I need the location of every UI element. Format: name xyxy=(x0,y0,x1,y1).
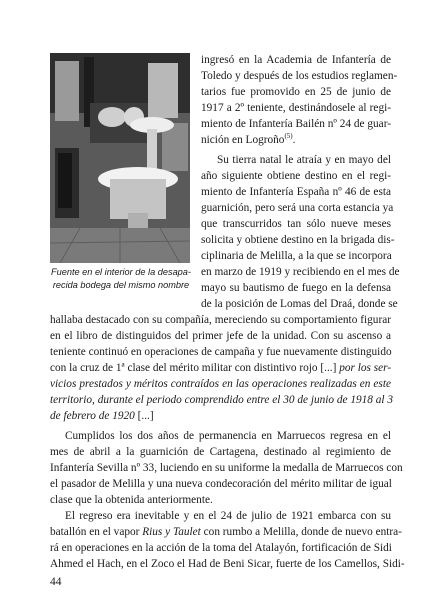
quote-fragment: de febrero de 1920 xyxy=(50,410,135,422)
text-line: 1917 a 2º teniente, destinándosele al regi- xyxy=(201,102,391,114)
text-line: ingresó en la Academia de Infantería de xyxy=(201,54,391,66)
text-line: año siguiente obtiene destino en el regi- xyxy=(201,170,391,182)
paragraph-lead-line: El regreso era inevitable y en el 24 de julio de 1921 embarca con su xyxy=(65,510,391,522)
fountain-image xyxy=(50,53,190,263)
quote-line-end xyxy=(50,408,391,424)
text-line: el pasador de Melilla y una nueva condecoración del mérito militar de igual xyxy=(50,478,392,490)
text-line: tarios fue promovido en 25 de junio de xyxy=(201,86,391,98)
text-fragment: con rumbo a Melilla, donde de nuevo entra- xyxy=(203,526,402,538)
text-line: mes de abril a la guarnición de Cartagena, destinado al regimiento de xyxy=(50,446,391,458)
text-line: mayo su bautismo de fuego en la defensa xyxy=(201,282,391,294)
text-line-ship xyxy=(50,524,402,540)
text-line: teniente continuó en operaciones de campaña y fue nuevamente distinguido xyxy=(50,346,392,358)
text-line-quote-start xyxy=(50,360,391,376)
text-line: Infantería Sevilla nº 33, luciendo en su uniforme la medalla de Marruecos con xyxy=(50,462,403,474)
quote-line: vicios prestados y méritos contraídos en las operaciones realizadas en este xyxy=(50,378,391,390)
page-number: 44 xyxy=(50,576,62,588)
text-line: solicita y obtiene destino en la brigada dis- xyxy=(201,234,395,246)
text-line: en el libro de distinguidos del primer jefe de la unidad. Con su ascenso a xyxy=(50,330,391,342)
fountain-photo xyxy=(50,53,190,263)
photo-caption xyxy=(46,266,196,291)
quote-line: territorio, durante el periodo comprendido entre el 30 de junio de 1918 al 3 xyxy=(50,394,394,406)
caption-line-1: Fuente en el interior de la desapa- xyxy=(51,267,191,277)
text-line: rá en operaciones en la acción de la toma del Atalayón, fortificación de Sidi xyxy=(50,542,392,554)
quote-ellipsis: [...] xyxy=(137,410,154,422)
text-line: Toledo y después de los estudios reglamen- xyxy=(201,70,398,82)
text-line: de la posición de Lomas del Draá, donde se xyxy=(201,298,398,310)
text-fragment: batallón en el vapor xyxy=(50,526,140,538)
text-fragment: con la cruz de 1ª clase del mérito militar con distintivo rojo [...] xyxy=(50,362,337,374)
text-line: clase que la obtenida anteriormente. xyxy=(50,494,213,506)
text-line: miento de Infantería España nº 46 de esta xyxy=(201,186,391,198)
text-line: guarnición, pero será una corta estancia ya xyxy=(201,202,394,214)
text-line-footnote: nición en Logroño$^{(5)}$. xyxy=(201,132,296,146)
text-line: miento de Infantería Bailén nº 24 de guar- xyxy=(201,118,391,130)
text-line: ciplinaria de Melilla, a la que se incorpora xyxy=(201,250,392,262)
ship-name: Rius y Taulet xyxy=(142,526,201,538)
text-line: que transcurridos tan sólo nueve meses xyxy=(201,218,391,230)
caption-line-2: recida bodega del mismo nombre xyxy=(52,279,190,290)
paragraph-lead-line: Cumplidos los dos años de permanencia en Marruecos regresa en el xyxy=(65,430,391,442)
text-line: en marzo de 1919 y recibiendo en el mes de xyxy=(201,266,400,278)
quote-fragment: por los ser- xyxy=(339,362,392,374)
footnote-marker: (5) xyxy=(284,132,293,141)
text-line: Ahmed el Hach, en el Zoco el Had de Beni Sicar, fuerte de los Camellos, Sidi- xyxy=(50,558,405,570)
text-line: hallaba destacado con su compañía, mereciendo su comportamiento figurar xyxy=(50,314,391,326)
paragraph-lead-line: Su tierra natal le atraía y en mayo del xyxy=(217,154,391,166)
text-fragment: nición en Logroño xyxy=(201,134,285,146)
